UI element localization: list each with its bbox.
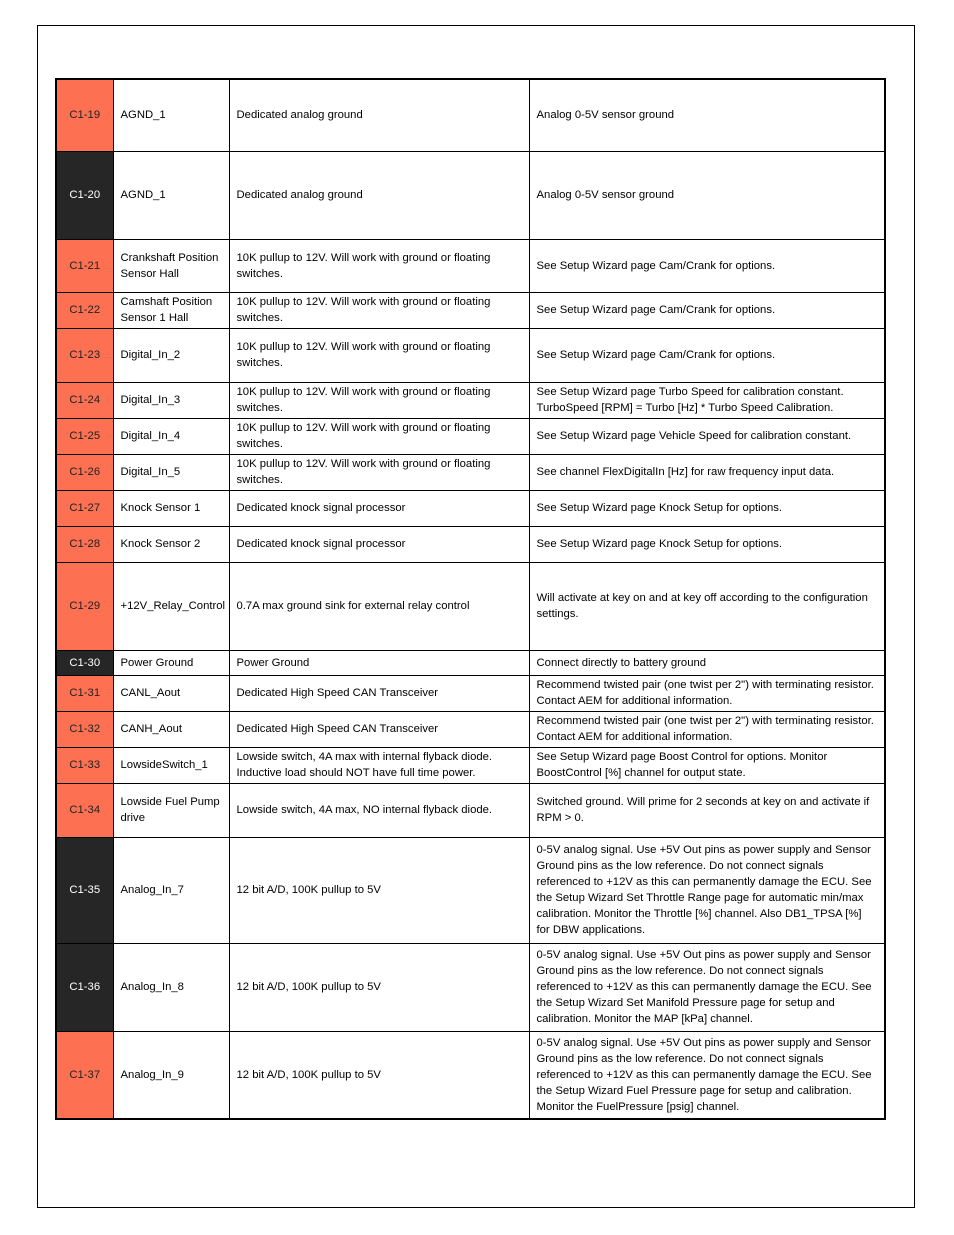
notes-cell: Will activate at key on and at key off according to the configuration settings. (529, 562, 885, 650)
notes-cell: 0-5V analog signal. Use +5V Out pins as power supply and Sensor Ground pins as the low reference. Do not connect signals referenced to +12V as this can permanently damage the ECU. See the Setup Wizard Set Throttle Range page for automatic min/max calibration. Monitor the Throttle [%] channel. Also DB1_TPSA [%] for DBW applications. (529, 837, 885, 943)
pin-cell: C1-19 (56, 79, 113, 151)
pin-cell: C1-21 (56, 239, 113, 292)
signal-name-cell: Lowside Fuel Pump drive (113, 783, 229, 837)
signal-name-cell: Digital_In_2 (113, 328, 229, 382)
table-row (56, 382, 885, 418)
specification-cell: Dedicated analog ground (229, 151, 529, 239)
pin-cell: C1-37 (56, 1031, 113, 1119)
notes-cell: See Setup Wizard page Vehicle Speed for calibration constant. (529, 418, 885, 454)
notes-cell: See Setup Wizard page Boost Control for options. Monitor BoostControl [%] channel for output state. (529, 747, 885, 783)
table-row (56, 239, 885, 292)
pin-cell: C1-34 (56, 783, 113, 837)
specification-cell: Lowside switch, 4A max with internal flyback diode. Inductive load should NOT have full time power. (229, 747, 529, 783)
signal-name-cell: Digital_In_3 (113, 382, 229, 418)
table-row (56, 837, 885, 943)
notes-cell: See channel FlexDigitalIn [Hz] for raw frequency input data. (529, 454, 885, 490)
pin-cell: C1-31 (56, 675, 113, 711)
specification-cell: Dedicated knock signal processor (229, 490, 529, 526)
notes-cell: See Setup Wizard page Cam/Crank for options. (529, 292, 885, 328)
specification-cell: 12 bit A/D, 100K pullup to 5V (229, 1031, 529, 1119)
pin-cell: C1-32 (56, 711, 113, 747)
notes-cell: Connect directly to battery ground (529, 650, 885, 675)
signal-name-cell: AGND_1 (113, 79, 229, 151)
specification-cell: Dedicated analog ground (229, 79, 529, 151)
table-row (56, 1031, 885, 1119)
table-row (56, 418, 885, 454)
pin-cell: C1-35 (56, 837, 113, 943)
notes-cell: See Setup Wizard page Cam/Crank for options. (529, 328, 885, 382)
table-row (56, 562, 885, 650)
specification-cell: Dedicated High Speed CAN Transceiver (229, 711, 529, 747)
signal-name-cell: Knock Sensor 2 (113, 526, 229, 562)
table-row (56, 675, 885, 711)
table-row (56, 783, 885, 837)
specification-cell: 12 bit A/D, 100K pullup to 5V (229, 837, 529, 943)
notes-cell: Recommend twisted pair (one twist per 2") with terminating resistor. Contact AEM for additional information. (529, 711, 885, 747)
table-row (56, 526, 885, 562)
specification-cell: Power Ground (229, 650, 529, 675)
notes-cell: Analog 0-5V sensor ground (529, 151, 885, 239)
signal-name-cell: Analog_In_9 (113, 1031, 229, 1119)
pin-cell: C1-23 (56, 328, 113, 382)
signal-name-cell: +12V_Relay_Control (113, 562, 229, 650)
table-row (56, 79, 885, 151)
pin-cell: C1-29 (56, 562, 113, 650)
signal-name-cell: Camshaft Position Sensor 1 Hall (113, 292, 229, 328)
notes-cell: See Setup Wizard page Turbo Speed for calibration constant. TurboSpeed [RPM] = Turbo [Hz] * Turbo Speed Calibration. (529, 382, 885, 418)
table-row (56, 490, 885, 526)
specification-cell: Dedicated knock signal processor (229, 526, 529, 562)
table-row (56, 711, 885, 747)
specification-cell: 10K pullup to 12V. Will work with ground or floating switches. (229, 292, 529, 328)
notes-cell: Recommend twisted pair (one twist per 2") with terminating resistor. Contact AEM for additional information. (529, 675, 885, 711)
signal-name-cell: Digital_In_4 (113, 418, 229, 454)
notes-cell: See Setup Wizard page Cam/Crank for options. (529, 239, 885, 292)
notes-cell: See Setup Wizard page Knock Setup for options. (529, 490, 885, 526)
notes-cell: 0-5V analog signal. Use +5V Out pins as power supply and Sensor Ground pins as the low reference. Do not connect signals referenced to +12V as this can permanently damage the ECU. See the Setup Wizard Fuel Pressure page for setup and calibration. Monitor the FuelPressure [psig] channel. (529, 1031, 885, 1119)
specification-cell: 12 bit A/D, 100K pullup to 5V (229, 943, 529, 1031)
signal-name-cell: Analog_In_7 (113, 837, 229, 943)
table-row (56, 292, 885, 328)
table-row (56, 151, 885, 239)
signal-name-cell: Knock Sensor 1 (113, 490, 229, 526)
signal-name-cell: Analog_In_8 (113, 943, 229, 1031)
pin-cell: C1-33 (56, 747, 113, 783)
signal-name-cell: LowsideSwitch_1 (113, 747, 229, 783)
pin-cell: C1-28 (56, 526, 113, 562)
signal-name-cell: Crankshaft Position Sensor Hall (113, 239, 229, 292)
specification-cell: Lowside switch, 4A max, NO internal flyback diode. (229, 783, 529, 837)
pin-cell: C1-25 (56, 418, 113, 454)
specification-cell: 0.7A max ground sink for external relay control (229, 562, 529, 650)
table-row (56, 650, 885, 675)
specification-cell: 10K pullup to 12V. Will work with ground or floating switches. (229, 454, 529, 490)
signal-name-cell: CANL_Aout (113, 675, 229, 711)
pinout-table (55, 78, 886, 1120)
specification-cell: 10K pullup to 12V. Will work with ground or floating switches. (229, 382, 529, 418)
table-row (56, 747, 885, 783)
signal-name-cell: Power Ground (113, 650, 229, 675)
table-row (56, 943, 885, 1031)
signal-name-cell: AGND_1 (113, 151, 229, 239)
notes-cell: Analog 0-5V sensor ground (529, 79, 885, 151)
specification-cell: 10K pullup to 12V. Will work with ground or floating switches. (229, 239, 529, 292)
specification-cell: 10K pullup to 12V. Will work with ground or floating switches. (229, 328, 529, 382)
pin-cell: C1-27 (56, 490, 113, 526)
pin-cell: C1-36 (56, 943, 113, 1031)
pin-cell: C1-30 (56, 650, 113, 675)
table-row (56, 454, 885, 490)
signal-name-cell: CANH_Aout (113, 711, 229, 747)
table-row (56, 328, 885, 382)
specification-cell: Dedicated High Speed CAN Transceiver (229, 675, 529, 711)
specification-cell: 10K pullup to 12V. Will work with ground or floating switches. (229, 418, 529, 454)
signal-name-cell: Digital_In_5 (113, 454, 229, 490)
pin-cell: C1-24 (56, 382, 113, 418)
notes-cell: 0-5V analog signal. Use +5V Out pins as power supply and Sensor Ground pins as the low reference. Do not connect signals referenced to +12V as this can permanently damage the ECU. See the Setup Wizard Set Manifold Pressure page for setup and calibration. Monitor the MAP [kPa] channel. (529, 943, 885, 1031)
pin-cell: C1-26 (56, 454, 113, 490)
notes-cell: See Setup Wizard page Knock Setup for options. (529, 526, 885, 562)
pin-cell: C1-22 (56, 292, 113, 328)
pin-cell: C1-20 (56, 151, 113, 239)
notes-cell: Switched ground. Will prime for 2 seconds at key on and activate if RPM > 0. (529, 783, 885, 837)
